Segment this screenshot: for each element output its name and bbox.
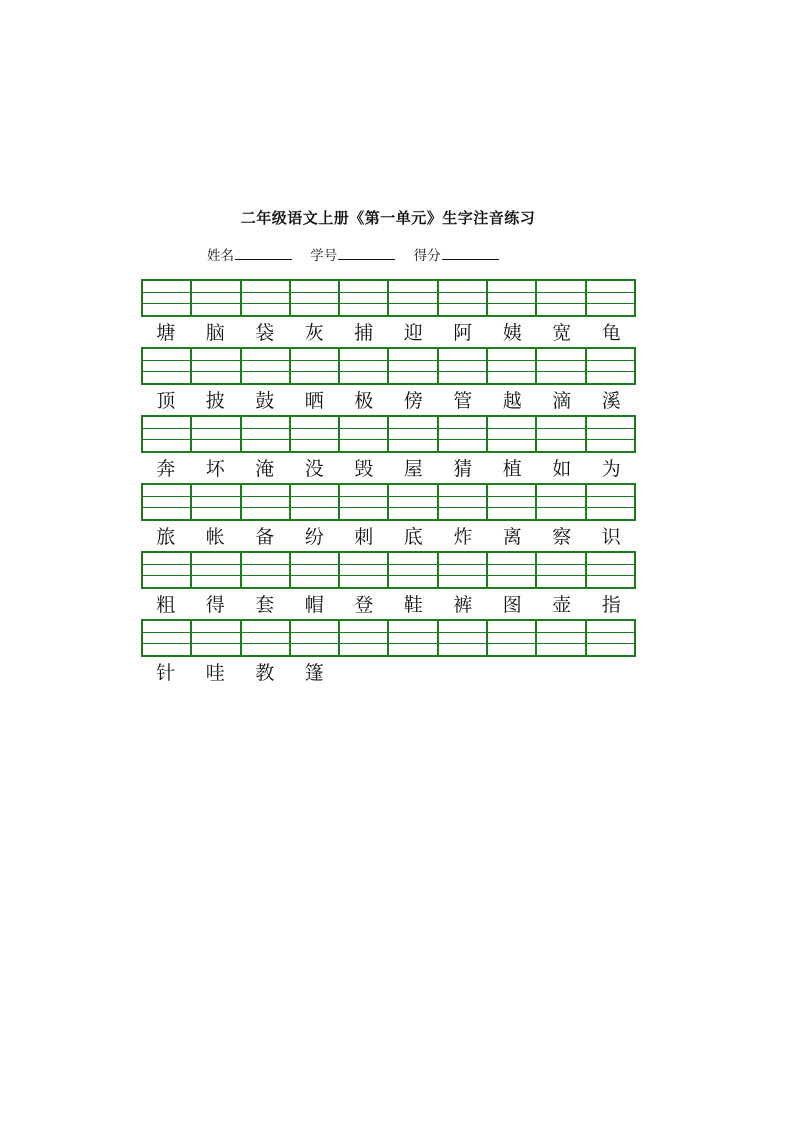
pinyin-writing-cell[interactable] xyxy=(439,621,488,655)
pinyin-writing-cell[interactable] xyxy=(291,281,340,315)
pinyin-writing-cell[interactable] xyxy=(488,417,537,451)
chinese-character: 滴 xyxy=(552,390,572,412)
chinese-character: 帐 xyxy=(205,526,225,548)
character-row xyxy=(141,387,636,415)
pinyin-writing-cell[interactable] xyxy=(291,349,340,383)
pinyin-writing-cell[interactable] xyxy=(439,417,488,451)
pinyin-writing-cell[interactable] xyxy=(488,621,537,655)
chinese-character: 迎 xyxy=(403,322,423,344)
chinese-character: 指 xyxy=(601,594,621,616)
chinese-character: 灰 xyxy=(304,322,324,344)
pinyin-writing-cell[interactable] xyxy=(242,281,291,315)
pinyin-writing-cell[interactable] xyxy=(389,553,438,587)
pinyin-writing-cell[interactable] xyxy=(291,621,340,655)
chinese-character: 顶 xyxy=(156,390,176,412)
name-label: 姓名 xyxy=(207,248,234,264)
pinyin-writing-cell[interactable] xyxy=(537,349,586,383)
pinyin-writing-cell[interactable] xyxy=(192,553,241,587)
score-label: 得分 xyxy=(413,248,441,264)
pinyin-writing-cell[interactable] xyxy=(291,553,340,587)
pinyin-writing-cell[interactable] xyxy=(389,485,438,519)
pinyin-grid xyxy=(141,483,636,521)
pinyin-writing-cell[interactable] xyxy=(291,417,340,451)
chinese-character: 猜 xyxy=(453,458,473,480)
pinyin-writing-cell[interactable] xyxy=(340,485,389,519)
pinyin-writing-cell[interactable] xyxy=(192,417,241,451)
chinese-character: 纷 xyxy=(304,526,324,548)
character-row xyxy=(141,455,636,483)
chinese-character: 傍 xyxy=(403,390,423,412)
pinyin-writing-cell[interactable] xyxy=(340,553,389,587)
pinyin-writing-cell[interactable] xyxy=(242,553,291,587)
pinyin-writing-cell[interactable] xyxy=(143,485,192,519)
chinese-character: 图 xyxy=(502,594,522,616)
pinyin-writing-cell[interactable] xyxy=(291,485,340,519)
pinyin-writing-cell[interactable] xyxy=(439,485,488,519)
pinyin-writing-cell[interactable] xyxy=(389,281,438,315)
chinese-character: 得 xyxy=(205,594,225,616)
chinese-character: 溪 xyxy=(601,390,621,412)
chinese-character: 备 xyxy=(255,526,275,548)
chinese-character: 奔 xyxy=(156,458,176,480)
pinyin-writing-cell[interactable] xyxy=(242,485,291,519)
pinyin-writing-cell[interactable] xyxy=(389,349,438,383)
chinese-character: 哇 xyxy=(205,662,225,684)
score-field[interactable] xyxy=(414,244,499,264)
chinese-character: 龟 xyxy=(601,322,621,344)
chinese-character: 塘 xyxy=(156,322,176,344)
chinese-character: 如 xyxy=(552,458,572,480)
chinese-character: 察 xyxy=(552,526,572,548)
chinese-character: 姨 xyxy=(502,322,522,344)
pinyin-grid xyxy=(141,415,636,453)
chinese-character: 屋 xyxy=(403,458,423,480)
pinyin-writing-cell[interactable] xyxy=(587,553,636,587)
chinese-character: 没 xyxy=(304,458,324,480)
chinese-character: 炸 xyxy=(453,526,473,548)
chinese-character: 帽 xyxy=(304,594,324,616)
chinese-character: 脑 xyxy=(205,322,225,344)
chinese-character: 裤 xyxy=(453,594,473,616)
pinyin-writing-cell[interactable] xyxy=(488,281,537,315)
pinyin-writing-cell[interactable] xyxy=(488,553,537,587)
chinese-character: 晒 xyxy=(304,390,324,412)
chinese-character: 披 xyxy=(205,390,225,412)
chinese-character: 壶 xyxy=(552,594,572,616)
pinyin-writing-cell[interactable] xyxy=(340,281,389,315)
pinyin-writing-cell[interactable] xyxy=(488,485,537,519)
chinese-character: 管 xyxy=(453,390,473,412)
pinyin-writing-cell[interactable] xyxy=(143,349,192,383)
chinese-character: 识 xyxy=(601,526,621,548)
pinyin-writing-cell[interactable] xyxy=(587,417,636,451)
pinyin-writing-cell[interactable] xyxy=(537,281,586,315)
pinyin-grid xyxy=(141,347,636,385)
chinese-character: 淹 xyxy=(255,458,275,480)
worksheet-title: 二年级语文上册《第一单元》生字注音练习 xyxy=(240,209,536,227)
student-number-label: 学号 xyxy=(310,248,338,264)
chinese-character: 宽 xyxy=(552,322,572,344)
pinyin-writing-cell[interactable] xyxy=(340,417,389,451)
pinyin-writing-cell[interactable] xyxy=(242,417,291,451)
pinyin-writing-cell[interactable] xyxy=(439,349,488,383)
chinese-character: 离 xyxy=(502,526,522,548)
name-field[interactable] xyxy=(207,244,292,264)
chinese-character: 越 xyxy=(502,390,522,412)
pinyin-writing-cell[interactable] xyxy=(537,621,586,655)
character-row xyxy=(141,591,636,619)
pinyin-writing-cell[interactable] xyxy=(143,281,192,315)
pinyin-grid xyxy=(141,279,636,317)
pinyin-writing-cell[interactable] xyxy=(143,553,192,587)
chinese-character: 套 xyxy=(255,594,275,616)
name-blank[interactable] xyxy=(235,244,292,260)
pinyin-writing-cell[interactable] xyxy=(537,417,586,451)
pinyin-writing-cell[interactable] xyxy=(192,281,241,315)
chinese-character: 教 xyxy=(255,662,275,684)
chinese-character: 植 xyxy=(502,458,522,480)
pinyin-writing-cell[interactable] xyxy=(537,553,586,587)
pinyin-writing-cell[interactable] xyxy=(192,485,241,519)
pinyin-writing-cell[interactable] xyxy=(143,417,192,451)
character-row xyxy=(141,659,636,687)
pinyin-writing-cell[interactable] xyxy=(587,281,636,315)
pinyin-writing-cell[interactable] xyxy=(488,349,537,383)
chinese-character: 底 xyxy=(403,526,423,548)
pinyin-writing-cell[interactable] xyxy=(537,485,586,519)
chinese-character: 为 xyxy=(601,458,621,480)
pinyin-writing-cell[interactable] xyxy=(389,621,438,655)
chinese-character: 袋 xyxy=(255,322,275,344)
chinese-character: 粗 xyxy=(156,594,176,616)
pinyin-writing-cell[interactable] xyxy=(439,281,488,315)
chinese-character: 篷 xyxy=(304,662,324,684)
score-blank[interactable] xyxy=(442,244,499,260)
chinese-character: 针 xyxy=(156,662,176,684)
pinyin-writing-cell[interactable] xyxy=(587,349,636,383)
pinyin-writing-cell[interactable] xyxy=(389,417,438,451)
chinese-character: 毁 xyxy=(354,458,374,480)
chinese-character: 坏 xyxy=(205,458,225,480)
pinyin-writing-cell[interactable] xyxy=(242,349,291,383)
chinese-character: 旅 xyxy=(156,526,176,548)
pinyin-writing-cell[interactable] xyxy=(340,349,389,383)
student-number-field[interactable] xyxy=(310,244,395,264)
character-row xyxy=(141,523,636,551)
chinese-character: 刺 xyxy=(354,526,374,548)
student-info-line xyxy=(207,244,513,264)
pinyin-writing-cell[interactable] xyxy=(587,485,636,519)
pinyin-writing-cell[interactable] xyxy=(587,621,636,655)
chinese-character: 登 xyxy=(354,594,374,616)
pinyin-grid xyxy=(141,619,636,657)
chinese-character: 阿 xyxy=(453,322,473,344)
pinyin-writing-cell[interactable] xyxy=(192,349,241,383)
pinyin-writing-cell[interactable] xyxy=(340,621,389,655)
pinyin-writing-cell[interactable] xyxy=(439,553,488,587)
chinese-character: 鞋 xyxy=(403,594,423,616)
pinyin-writing-cell[interactable] xyxy=(192,621,241,655)
student-number-blank[interactable] xyxy=(338,244,395,260)
pinyin-writing-cell[interactable] xyxy=(143,621,192,655)
pinyin-grid xyxy=(141,551,636,589)
pinyin-writing-cell[interactable] xyxy=(242,621,291,655)
chinese-character: 鼓 xyxy=(255,390,275,412)
character-row xyxy=(141,319,636,347)
chinese-character: 捕 xyxy=(354,322,374,344)
chinese-character: 极 xyxy=(354,390,374,412)
